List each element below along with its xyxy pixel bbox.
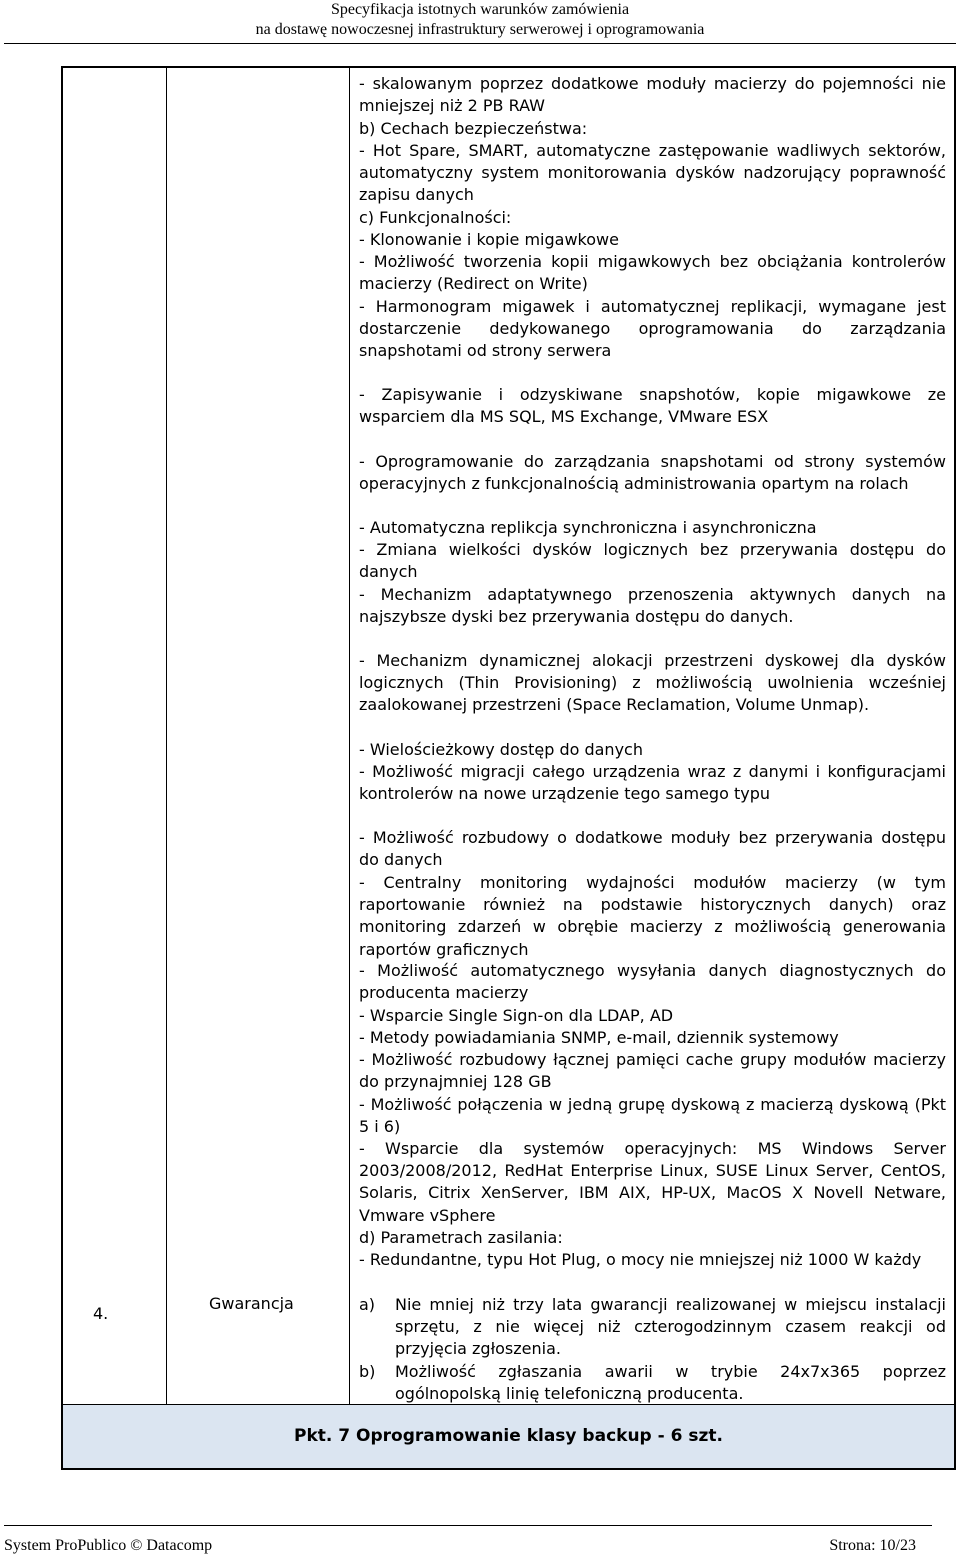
row-name: Gwarancja bbox=[209, 1294, 294, 1313]
spec-paragraph: - Wsparcie Single Sign-on dla LDAP, AD bbox=[359, 1006, 674, 1025]
spec-paragraph: - Zmiana wielkości dysków logicznych bez przerywania dostępu do danych bbox=[359, 540, 946, 582]
spec-paragraph: - Możliwość rozbudowy łącznej pamięci cache grupy modułów macierzy do przynajmniej 128 GB bbox=[359, 1050, 946, 1092]
header-subtitle: na dostawę nowoczesnej infrastruktury serwerowej i oprogramowania bbox=[255, 21, 705, 38]
spec-paragraph: - Możliwość migracji całego urządzenia wraz z danymi i konfiguracjami kontrolerów na nowe urządzenie tego samego typu bbox=[359, 762, 946, 804]
spec-paragraph: - Mechanizm dynamicznej alokacji przestrzeni dyskowej dla dysków logicznych (Thin Provisioning) z możliwością uwolnienia wcześniej zaalokowanej przestrzeni (Space Reclamation, Volume Unmap). bbox=[359, 651, 946, 715]
spec-paragraph: - Klonowanie i kopie migawkowe bbox=[359, 230, 619, 249]
spec-paragraph: - Mechanizm adaptatywnego przenoszenia aktywnych danych na najszybsze dyski bez przerywania dostępu do danych. bbox=[359, 585, 946, 627]
spec-paragraph: - Wsparcie dla systemów operacyjnych: MS Windows Server 2003/2008/2012, RedHat Enterprise Linux, SUSE Linux Server, CentOS, Solaris, Citrix XenServer, IBM AIX, HP-UX, MacOS X Novell Netware, Vmware vSphere bbox=[359, 1139, 946, 1225]
spec-paragraph: - skalowanym poprzez dodatkowe moduły macierzy do pojemności nie mniejszej niż 2 PB RAW bbox=[359, 74, 946, 116]
column-divider-1 bbox=[166, 68, 167, 1404]
warranty-item-text: Nie mniej niż trzy lata gwarancji realizowanej w miejscu instalacji sprzętu, z nie więcej niż czterogodzinnym czasem reakcji od przyjęcia zgłoszenia. bbox=[395, 1295, 946, 1359]
spec-section-heading: b) Cechach bezpieczeństwa: bbox=[359, 119, 588, 138]
spec-paragraph: - Redundantne, typu Hot Plug, o mocy nie mniejszej niż 1000 W każdy bbox=[359, 1250, 922, 1269]
spec-paragraph: - Zapisywanie i odzyskiwane snapshotów, kopie migawkowe ze wsparciem dla MS SQL, MS Exchange, VMware ESX bbox=[359, 385, 946, 427]
page-header bbox=[0, 0, 960, 40]
spec-paragraph: - Możliwość automatycznego wysyłania danych diagnostycznych do producenta macierzy bbox=[359, 961, 946, 1003]
spec-paragraph: - Harmonogram migawek i automatycznej replikacji, wymagane jest dostarczenie dedykowanego oprogramowania do zarządzania snapshotami od strony serwera bbox=[359, 297, 946, 361]
spec-paragraph: - Metody powiadamiania SNMP, e-mail, dziennik systemowy bbox=[359, 1028, 839, 1047]
warranty-item-text: Możliwość zgłaszania awarii w trybie 24x7x365 poprzez ogólnopolską linię telefoniczną producenta. bbox=[395, 1362, 946, 1404]
spec-paragraph: - Hot Spare, SMART, automatyczne zastępowanie wadliwych sektorów, automatyczny system monitorowania dysków nadzorujący poprawność zapisu danych bbox=[359, 141, 946, 205]
spec-paragraph: - Centralny monitoring wydajności modułów macierzy (w tym raportowanie również na podstawie historycznych danych) oraz monitoring zdarzeń w obrębie macierzy z możliwością generowania raportów graficznych bbox=[359, 873, 946, 959]
row-number: 4. bbox=[93, 1304, 109, 1323]
section-heading-row bbox=[63, 1405, 954, 1468]
footer-divider bbox=[4, 1525, 932, 1526]
footer-page-number: Strona: 10/23 bbox=[829, 1537, 916, 1554]
footer-left-text: System ProPublico © Datacomp bbox=[4, 1537, 213, 1554]
spec-section-heading: d) Parametrach zasilania: bbox=[359, 1228, 563, 1247]
spec-paragraph: - Wielościeżkowy dostęp do danych bbox=[359, 740, 643, 759]
specification-table bbox=[61, 66, 956, 1470]
header-title: Specyfikacja istotnych warunków zamówienia bbox=[330, 1, 630, 18]
column-divider-2 bbox=[349, 68, 350, 1404]
warranty-item-letter: b) bbox=[359, 1362, 376, 1381]
section-title: Pkt. 7 Oprogramowanie klasy backup - 6 szt. bbox=[294, 1426, 723, 1446]
warranty-item-letter: a) bbox=[359, 1295, 376, 1314]
spec-paragraph: - Możliwość tworzenia kopii migawkowych bez obciążania kontrolerów macierzy (Redirect on Write) bbox=[359, 252, 946, 294]
header-divider bbox=[4, 43, 956, 44]
spec-paragraph: - Możliwość połączenia w jedną grupę dyskową z macierzą dyskową (Pkt 5 i 6) bbox=[359, 1095, 946, 1137]
spec-paragraph: - Możliwość rozbudowy o dodatkowe moduły bez przerywania dostępu do danych bbox=[359, 828, 946, 870]
spec-paragraph: - Automatyczna replikcja synchroniczna i asynchroniczna bbox=[359, 518, 817, 537]
spec-paragraph: - Oprogramowanie do zarządzania snapshotami od strony systemów operacyjnych z funkcjonalnością administrowania opartym na rolach bbox=[359, 452, 946, 494]
spec-section-heading: c) Funkcjonalności: bbox=[359, 208, 512, 227]
